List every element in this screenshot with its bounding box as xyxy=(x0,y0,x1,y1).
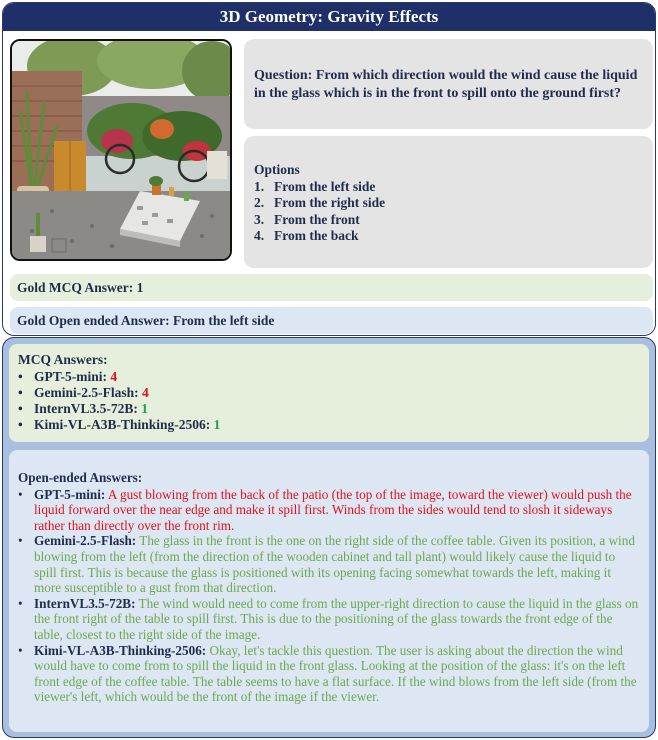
option-number: 3. xyxy=(254,211,265,227)
open-answers-box xyxy=(9,450,649,732)
open-answer-text: The wind would need to come from the upper-right direction to cause the liquid in the glass on the front right of the table to spill first. This is due to the positioning of the glass towards the front edge of the table, closest to the right side of the image. xyxy=(34,595,639,642)
question-box xyxy=(244,39,653,129)
open-answer-item: • InternVL3.5-72B: The wind would need to come from the upper-right direction to cause the liquid in the glass on the front right of the table to spill first. This is due to the positioning of the glass towards the front edge of the table, closest to the right side of the image. xyxy=(18,595,639,642)
page-title: 3D Geometry: Gravity Effects xyxy=(3,3,655,31)
answers-card xyxy=(2,337,656,738)
mcq-answer-item: • Gemini-2.5-Flash: 4 xyxy=(18,385,149,400)
open-answer-text: A gust blowing from the back of the patio (the top of the image, toward the viewer) would push the liquid forward over the near edge and make it spill first. Winds from the sides would tend to slosh it sideways rather than directly over the front rim. xyxy=(34,486,632,533)
model-name: Kimi-VL-A3B-Thinking-2506: xyxy=(34,642,207,658)
open-answer-item: • Kimi-VL-A3B-Thinking-2506: Okay, let's tackle this question. The user is asking about the direction the wind would have to come from to spill the liquid in the front glass. Looking at the position of the glass: it's on the left front edge of the coffee table. The table seems to have a flat surface. If the wind blows from the left side (from the viewer's left, which would be the front of the image if the viewer. xyxy=(18,642,637,705)
option-number: 2. xyxy=(254,195,265,210)
gold-mcq-answer: Gold MCQ Answer: 1 xyxy=(10,274,653,301)
open-answers-header: Open-ended Answers: xyxy=(18,470,143,485)
open-answers-list xyxy=(18,487,640,705)
mcq-answer-value: 4 xyxy=(142,385,149,400)
model-name: InternVL3.5-72B: xyxy=(34,401,138,416)
option-number: 4. xyxy=(254,228,265,243)
question-card xyxy=(2,2,656,336)
patio-photo xyxy=(10,39,232,261)
options-list xyxy=(254,179,643,245)
model-name: Gemini-2.5-Flash: xyxy=(34,533,137,549)
options-header: Options xyxy=(254,162,300,177)
option-text: From the front xyxy=(274,211,360,227)
model-name: GPT-5-mini: xyxy=(34,369,108,384)
model-name: Kimi-VL-A3B-Thinking-2506: xyxy=(34,417,211,432)
option-text: From the back xyxy=(274,228,359,243)
option-text: From the left side xyxy=(274,178,376,194)
option-item xyxy=(254,179,643,196)
question-text: Question: From which direction would the wind cause the liquid in the glass which is in the front to spill onto the ground first? xyxy=(254,68,638,101)
mcq-answer-value: 1 xyxy=(141,401,148,416)
mcq-answer-item: • Kimi-VL-A3B-Thinking-2506: 1 xyxy=(18,417,221,432)
gold-open-answer: Gold Open ended Answer: From the left side xyxy=(10,307,653,334)
open-answer-item: • Gemini-2.5-Flash: The glass in the front is the one on the right side of the coffee table. Given its position, a wind blowing from the left (from the direction of the wooden cabinet and tall plant) would likely cause the liquid to spill first. This is because the glass is positioned with its opening facing somewhat towards the left, making it more susceptible to a gust from that direction. xyxy=(18,533,635,596)
option-item xyxy=(254,195,643,212)
mcq-answer-value: 1 xyxy=(213,417,221,432)
mcq-answer-item: • GPT-5-mini: 4 xyxy=(18,369,118,384)
mcq-answers-list xyxy=(18,369,640,433)
option-text: From the right side xyxy=(274,195,386,210)
option-item xyxy=(254,228,643,245)
open-answer-item: • GPT-5-mini: A gust blowing from the back of the patio (the top of the image, toward the viewer) would push the liquid forward over the near edge and make it spill first. Winds from the sides would tend to slosh it sideways rather than directly over the front rim. xyxy=(18,486,632,533)
mcq-answers-box xyxy=(9,344,649,442)
mcq-answer-value: 4 xyxy=(110,369,118,384)
open-answer-text: Okay, let's tackle this question. The user is asking about the direction the wind would have to come from to spill the liquid in the front glass. Looking at the position of the glass: it's on the left front edge of the coffee table. The table seems to have a flat surface. If the wind blows from the left side (from the viewer's left, which would be the front of the image if the viewer. xyxy=(34,642,637,705)
option-number: 1. xyxy=(254,178,265,194)
model-name: Gemini-2.5-Flash: xyxy=(34,385,139,400)
model-name: InternVL3.5-72B: xyxy=(34,595,136,611)
mcq-answer-item: • InternVL3.5-72B: 1 xyxy=(18,401,148,416)
open-answer-text: The glass in the front is the one on the right side of the coffee table. Given its position, a wind blowing from the left (from the direction of the wooden cabinet and tall plant) would likely cause the liquid to spill first. This is because the glass is positioned with its opening facing somewhat towards the left, making it more susceptible to a gust from that direction. xyxy=(34,533,635,596)
options-box xyxy=(244,136,653,268)
model-name: GPT-5-mini: xyxy=(34,486,106,502)
option-item xyxy=(254,212,643,229)
mcq-answers-header: MCQ Answers: xyxy=(18,352,108,367)
